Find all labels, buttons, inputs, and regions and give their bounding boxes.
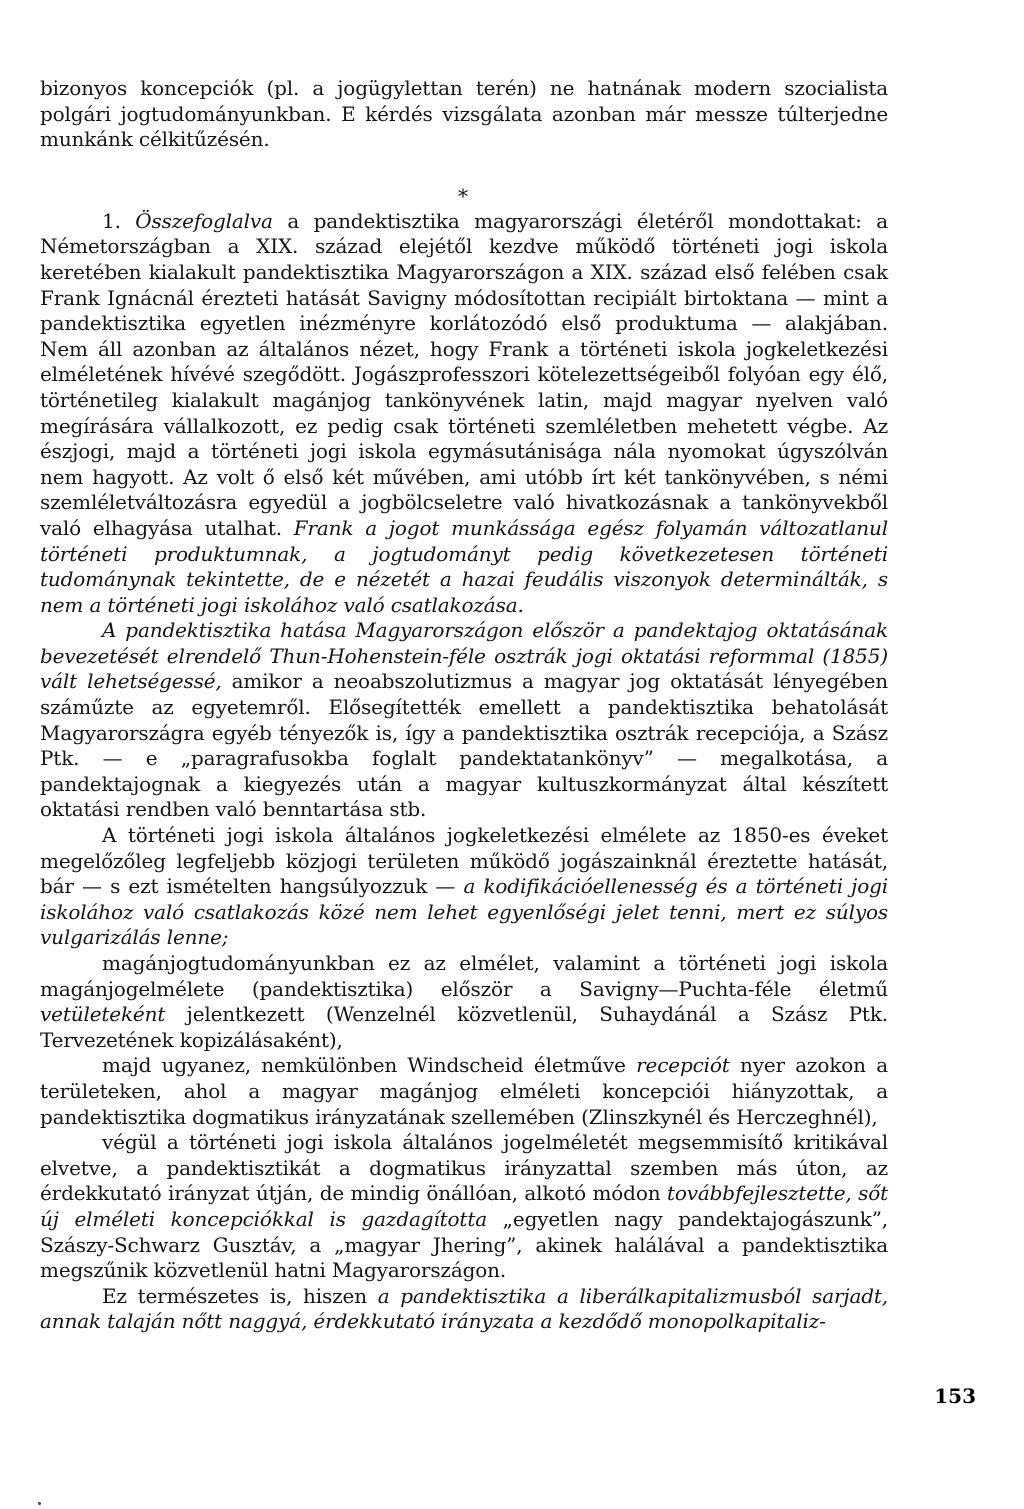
text-run: a pandektisztika magyarországi életéről mondottakat: a Németországban a XIX. század elejétől kezdve működő történeti jogi iskola keretében kialakult pandektisztika Magyarországon a XIX. század első felében csak Frank Ignácnál érezteti hatását Savigny módosítottan recipiált birtoktana — mint a pandektisztika egyetlen inézményre korlátozódó első produktuma — alakjában. Nem áll azonban az általános nézet, hogy Frank a történeti iskola jogkeletkezési elméletének hívévé szegődött. Jogászprofesszori kötelezettségeiből folyóan egy élő, történetileg kialakult magánjog tankönyvének latin, majd magyar nyelven való megírására vállalkozott, ez pedig csak történeti szemléletben mehetett végbe. Az észjogi, majd a történeti jogi iskola egymásutánisága nála nyomokat úgyszólván nem hagyott. Az volt ő első két művében, ami utóbb írt két tankönyvében, s némi szemléletváltozásra egyedül a jogbölcseletre való hivatkozásnak a tankönyvekből való elhagyása utalhat. [40,208,888,540]
italic-text: recepciót [636,1053,730,1078]
paragraph [40,951,888,1053]
italic-text: Frank a jogot munkássága egész folyamán változatlanul történeti produktumnak, a jogtudományt pedig következetesen történeti tudománynak tekintette, de e nézetét a hazai feudális viszonyok determinálták, s nem a történeti jogi iskolához való csatlakozása. [40,515,888,617]
page-number: 153 [934,1384,976,1408]
scan-speck [38,1502,41,1505]
text-run: bizonyos koncepciók (pl. a jogügylettan terén) ne hatnának modern szocialista polgári jogtudományunkban. E kérdés vizsgálata azonban már messze túlterjedne munkánk célkitűzésén. [40,76,888,152]
italic-text: A pandektisztika hatása Magyarországon először a pandektajog oktatásának bevezetését elrendelő Thun-Hohenstein-féle osztrák jogi oktatási reformmal (1855) vált lehetségessé, [40,618,888,694]
section-separator: * [458,184,468,208]
paragraph [40,1284,888,1335]
italic-text: vetületeként [40,1002,166,1027]
italic-text: a kodifikációellenesség és a történeti jogi iskolához való csatlakozás közé nem lehet egyenlőségi jelet tenni, mert ez súlyos vulgarizálás lenne; [40,874,888,950]
text-run: végül a történeti jogi iskola általános jogelméletét megsemmisítő kritikával elvetve, a pandektisztikát a dogmatikus irányzattal szemben más úton, az érdekkutató irányzat útján, de mindig önállóan, alkotó módon [40,1130,888,1206]
page-body [40,76,888,1335]
text-run: jelentkezett (Wenzelnél közvetlenül, Suhaydánál a Szász Ptk. Tervezetének kopizálásaként), [40,1002,888,1052]
text-run: A történeti jogi iskola általános jogkeletkezési elmélete az 1850-es éveket megelőzőleg legfeljebb közjogi területen működő jogászainknál éreztette hatását, bár — s ezt ismételten hangsúlyozzuk — [40,823,888,899]
text-run: nyer azokon a területeken, ahol a magyar magánjog elméleti koncepciói hiányzottak, a pandektisztika dogmatikus irányzatának szellemében (Zlinszkynél és Herczeghnél), [40,1053,889,1129]
text-run: 1. [102,208,136,233]
italic-text: a pandektisztika a liberálkapitalizmusból sarjadt, annak talaján nőtt naggyá, érdekkutató irányzata a kezdődő monopolkapitaliz- [40,1283,888,1334]
text-run: „egyetlen nagy pandektajogászunk”, Szászy-Schwarz Gusztáv, a „magyar Jhering”, akinek halálával a pandektisztika megszűnik közvetlenül hatni Magyarországon. [40,1206,888,1283]
text-run: magánjogtudományunkban ez az elmélet, valamint a történeti jogi iskola magánjogelmélete (pandektisztika) először a Savigny—Puchta-féle életmű [40,951,888,1001]
paragraph [40,823,888,951]
text-run: amikor a neoabszolutizmus a magyar jog oktatását lényegében száműzte az egyetemről. Elősegítették emellett a pandektisztika behatolását Magyarországra egyéb tényezők is, így a pandektisztika osztrák recepciója, a Szász Ptk. — e „paragrafusokba foglalt pandektatankönyv” — megalkotása, a pandektajognak a kiegyezés után a magyar kultuszkormányzat által készített oktatási rendben való benntartása stb. [40,669,888,822]
paragraph [40,76,888,153]
paragraph-list [40,209,888,1335]
paragraph [40,1053,888,1130]
paragraph [40,209,888,619]
paragraph [40,618,888,823]
text-run: majd ugyanez, nemkülönben Windscheid életműve [102,1053,637,1078]
italic-text: továbbfejlesztette, sőt új elméleti koncepciókkal is gazdagította [40,1181,888,1231]
paragraph-intro [40,76,888,153]
text-run: Ez természetes is, hiszen [102,1283,378,1308]
italic-text: Összefoglalva [135,208,273,233]
paragraph [40,1130,888,1284]
